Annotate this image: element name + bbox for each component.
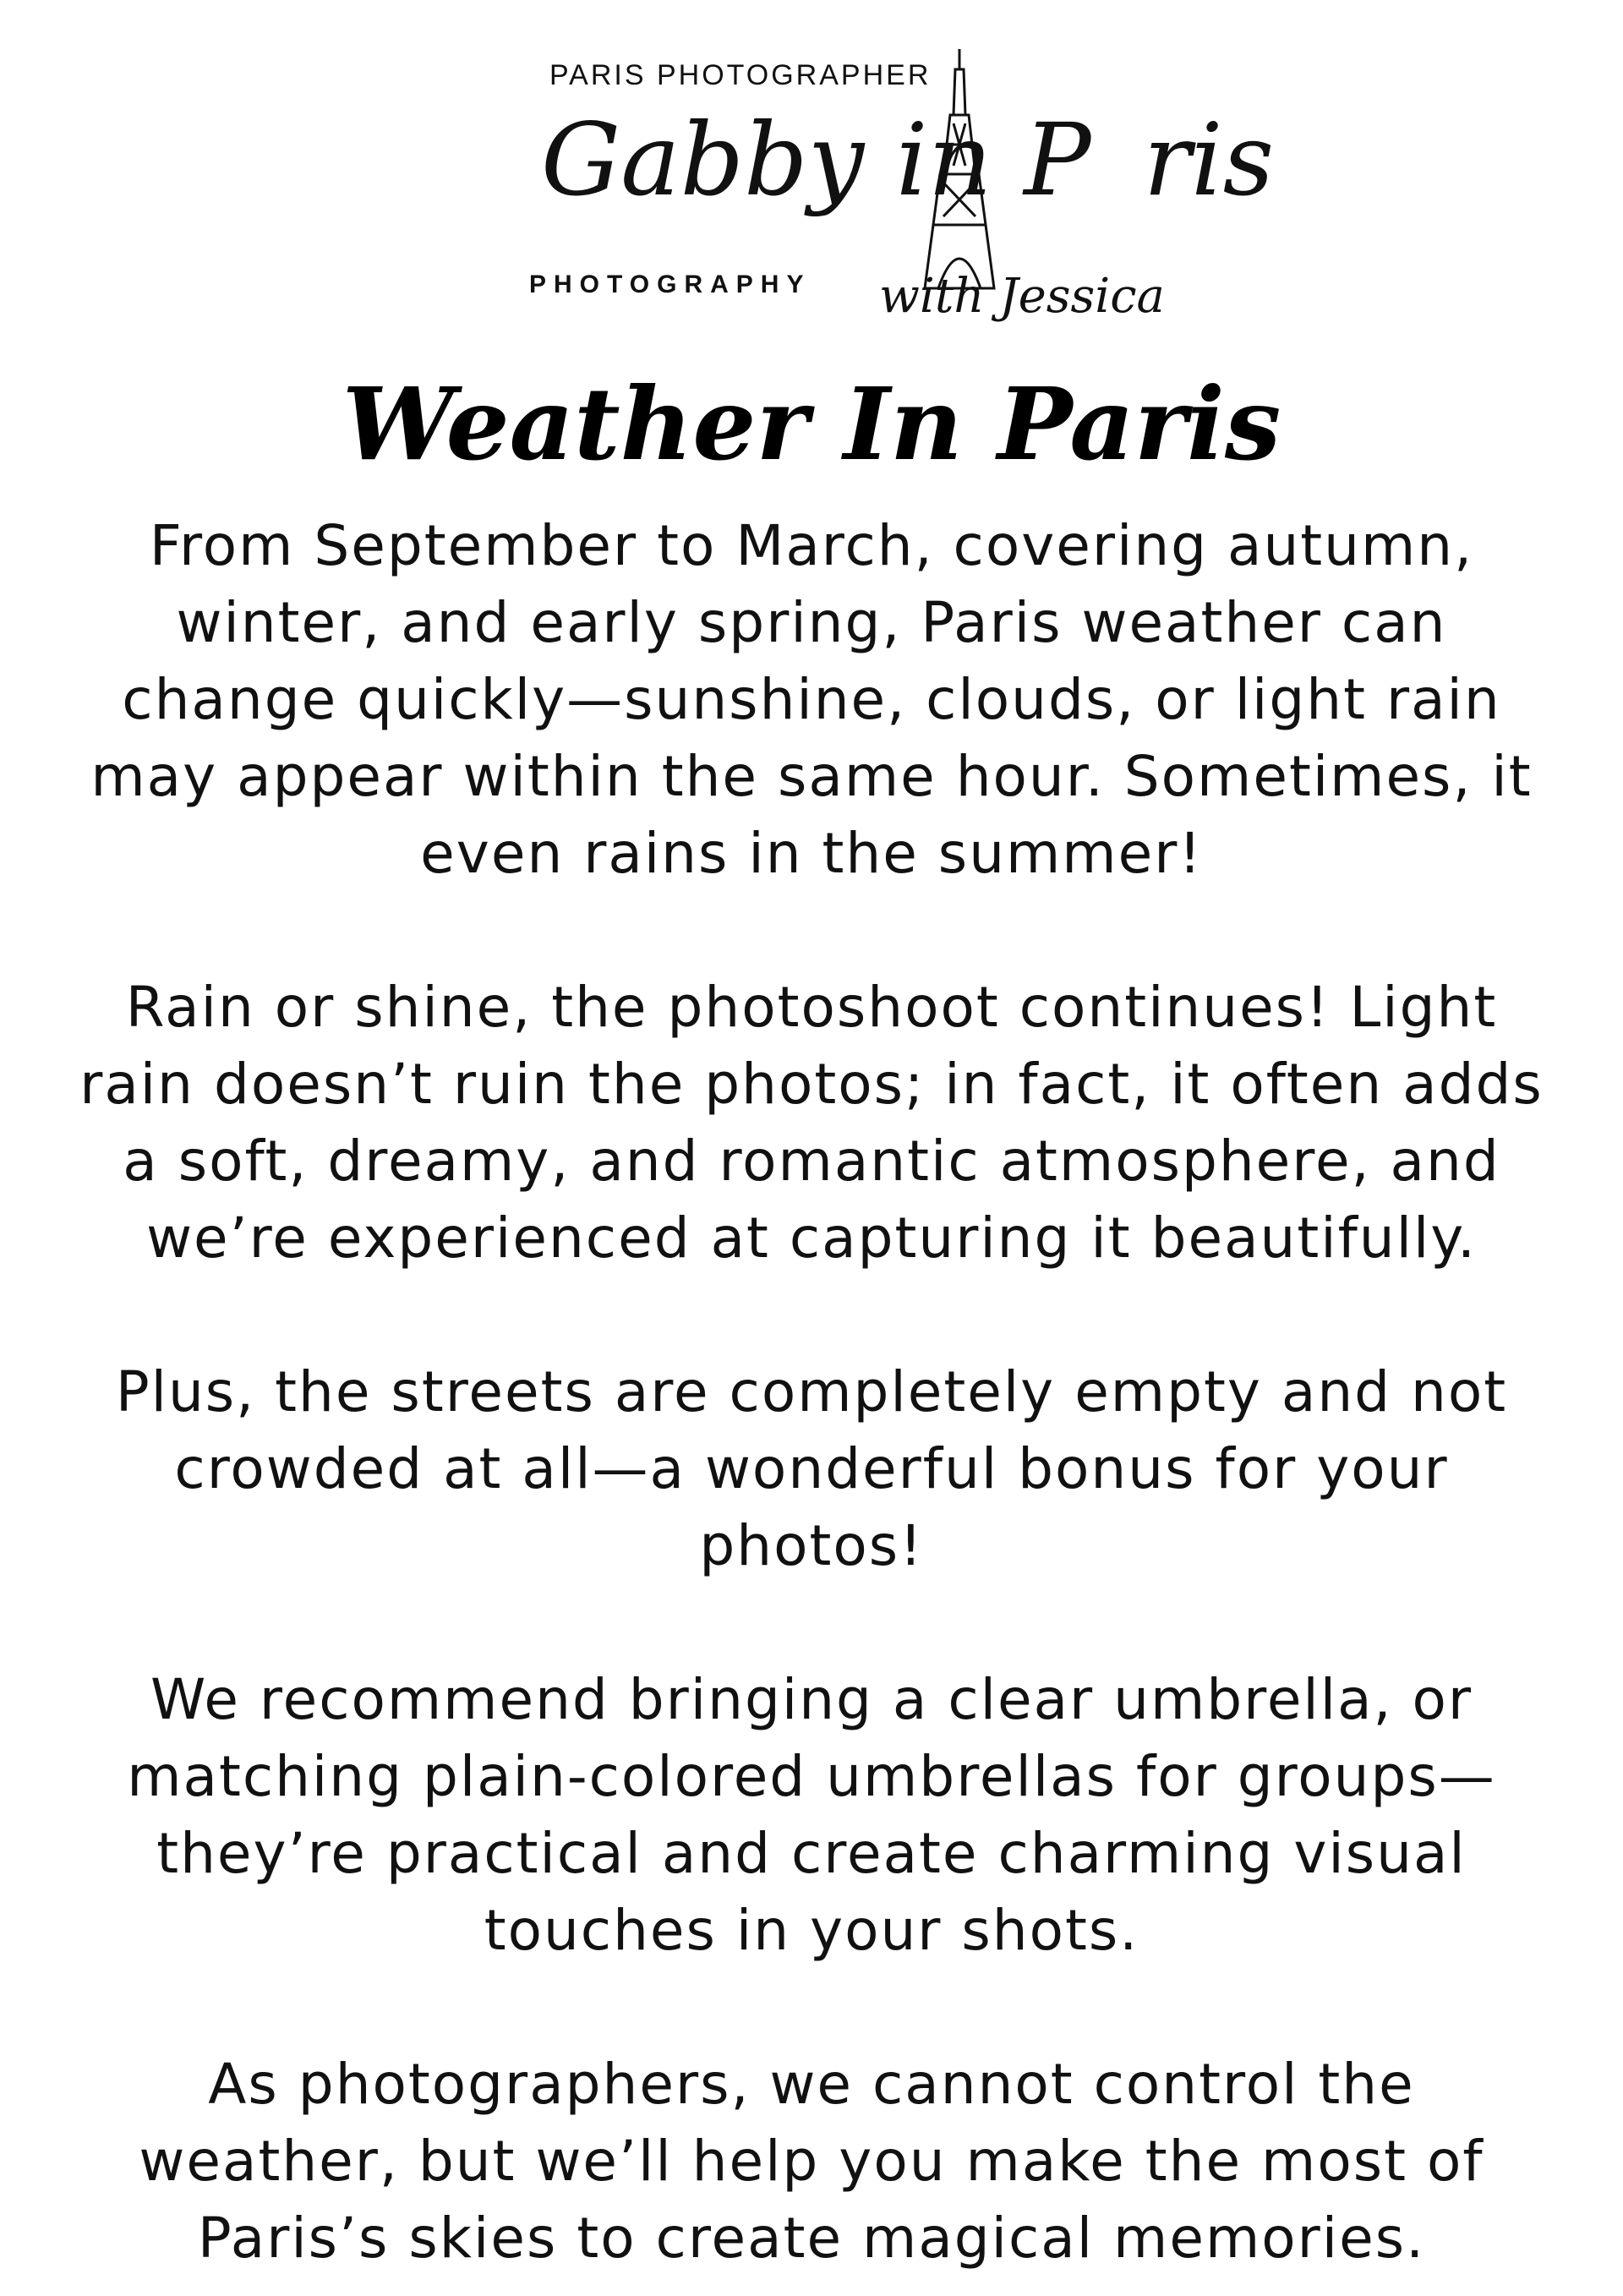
text-line: crowded at all—a wonderful bonus for your [174,1436,1449,1501]
text-line: photos! [699,1513,924,1578]
text-line: Paris’s skies to create magical memories. [197,2206,1426,2271]
text-line: even rains in the summer! [420,821,1203,886]
paragraph-rain-or-shine [42,969,1581,1276]
logo-signature: with Jessica [879,269,1165,324]
text-line: Rain or shine, the photoshoot continues! Light [125,975,1498,1040]
paragraph-photographers [42,2046,1581,2277]
logo-script-part-a: Gabby in P [541,101,1091,218]
paragraph-weather-change [42,507,1581,892]
logo-script-part-b: ris [1143,101,1275,218]
text-line: winter, and early spring, Paris weather can [176,590,1447,655]
eiffel-tower-icon [913,47,1006,292]
text-line: a soft, dreamy, and romantic atmosphere, and [123,1129,1500,1194]
logo-subtitle: PHOTOGRAPHY [529,271,812,298]
paragraph-empty-streets [42,1353,1581,1584]
logo-script-name [541,101,1275,218]
text-line: From September to March, covering autumn, [149,513,1474,578]
body-text [42,507,1581,2277]
logo-tagline: PARIS PHOTOGRAPHER [549,59,932,91]
page-title: Weather In Paris [342,365,1281,483]
text-line: weather, but we’ll help you make the most of [139,2129,1484,2194]
text-line: touches in your shots. [484,1898,1139,1963]
text-line: We recommend bringing a clear umbrella, or [150,1667,1473,1732]
text-line: Plus, the streets are completely empty and not [115,1359,1508,1424]
text-line: they’re practical and create charming visual [156,1821,1467,1886]
text-line: may appear within the same hour. Sometimes, it [90,744,1533,809]
text-line: change quickly—sunshine, clouds, or light rain [122,667,1501,732]
brand-logo [524,42,1275,364]
text-line: As photographers, we cannot control the [208,2052,1415,2117]
text-line: matching plain-colored umbrellas for groups— [127,1744,1496,1809]
paragraph-umbrella [42,1661,1581,1969]
text-line: rain doesn’t ruin the photos; in fact, it often adds [79,1052,1544,1117]
text-line: we’re experienced at capturing it beautifully. [146,1205,1477,1271]
